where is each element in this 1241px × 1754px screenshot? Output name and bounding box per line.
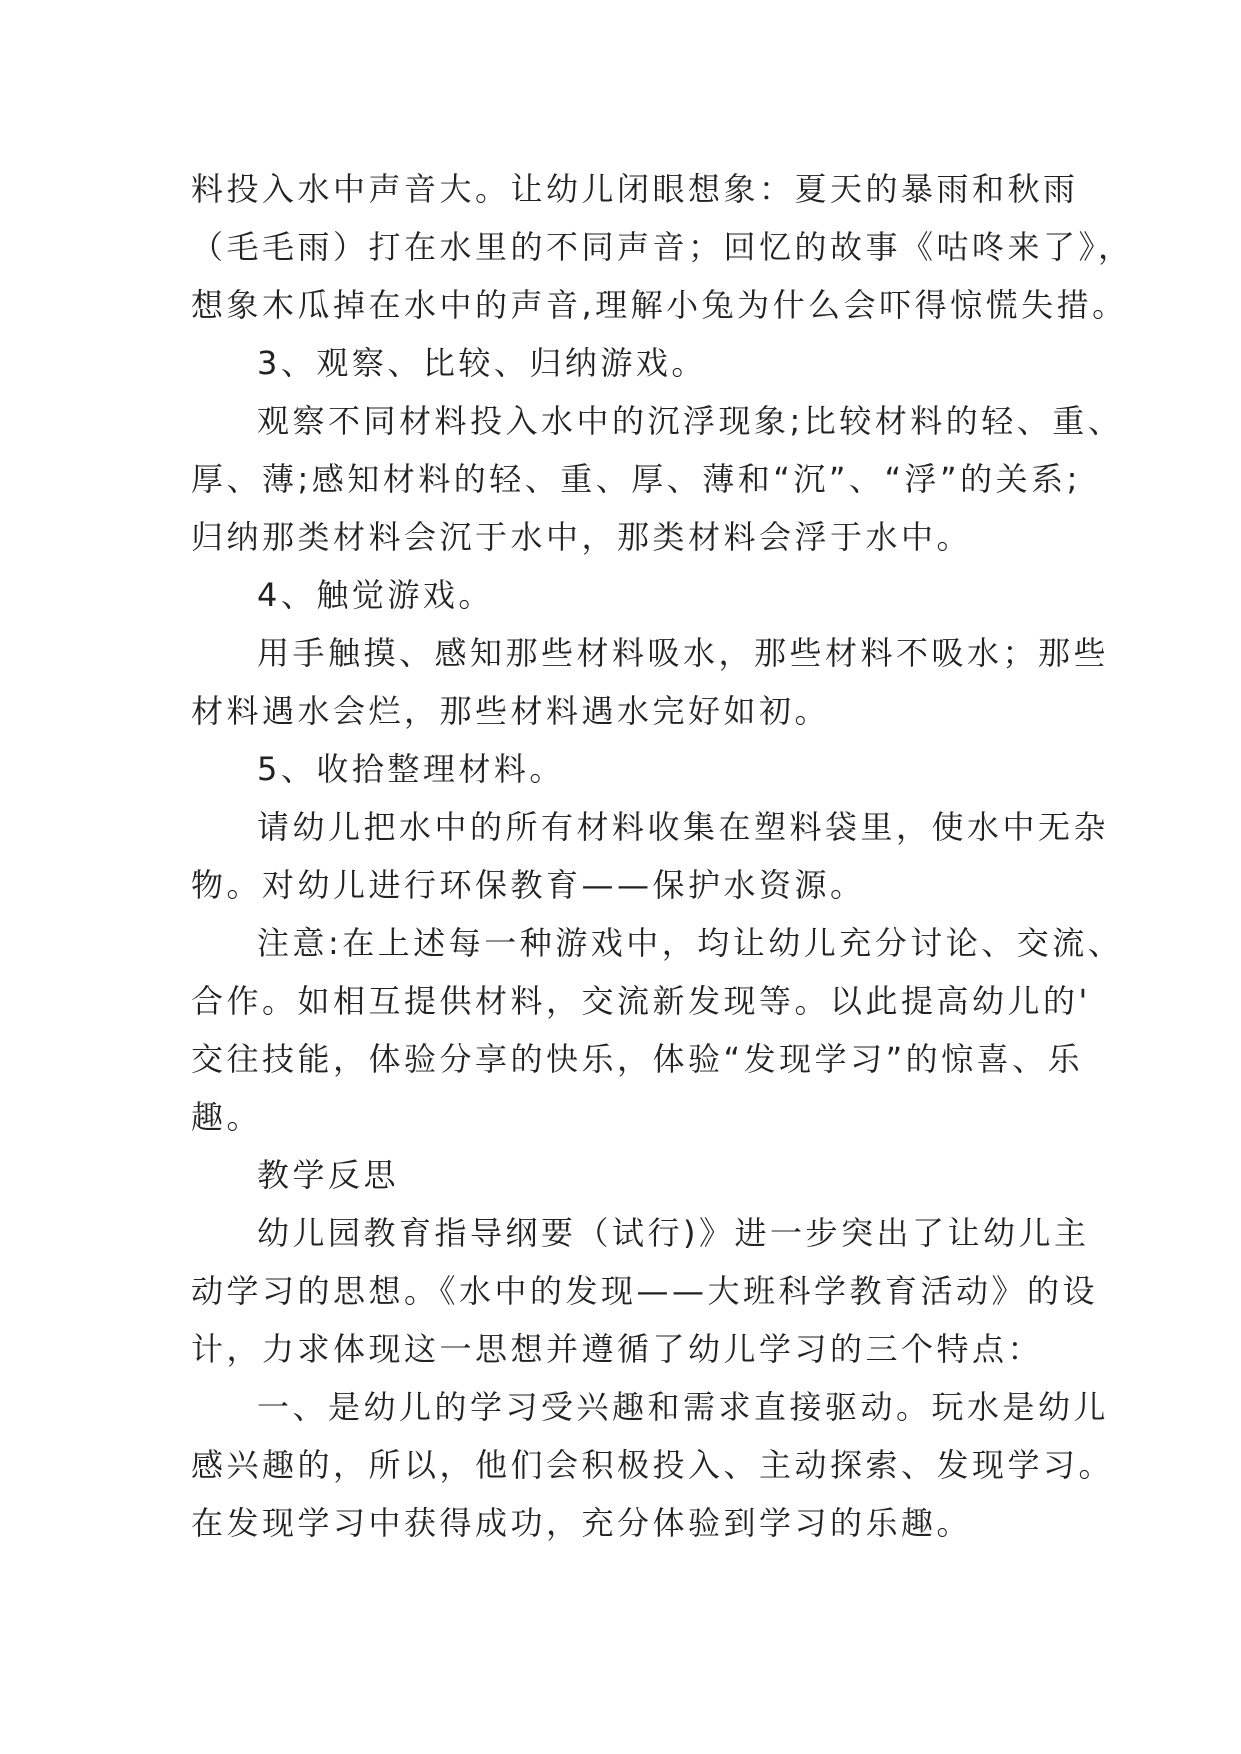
text-line: 一、是幼儿的学习受兴趣和需求直接驱动。玩水是幼儿 bbox=[257, 1388, 1110, 1426]
text-line: 合作。如相互提供材料，交流新发现等。以此提高幼儿的' bbox=[191, 982, 1091, 1020]
text-line: 感兴趣的，所以，他们会积极投入、主动探索、发现学习。 bbox=[191, 1446, 1115, 1484]
text-line: 用手触摸、感知那些材料吸水，那些材料不吸水；那些 bbox=[257, 634, 1110, 672]
section-heading: 教学反思 bbox=[257, 1156, 400, 1194]
text-line: 趣。 bbox=[191, 1098, 263, 1136]
text-line: 幼儿园教育指导纲要（试行)》进一步突出了让幼儿主 bbox=[257, 1214, 1090, 1252]
text-line: 请幼儿把水中的所有材料收集在塑料袋里，使水中无杂 bbox=[257, 808, 1110, 846]
text-line: （毛毛雨）打在水里的不同声音；回忆的故事《咕咚来了》， bbox=[191, 228, 1134, 266]
section-heading: 5、收拾整理材料。 bbox=[257, 750, 565, 788]
text-line: 厚、薄;感知材料的轻、重、厚、薄和“沉”、“浮”的关系; bbox=[191, 460, 1081, 498]
text-line: 动学习的思想。《水中的发现——大班科学教育活动》的设 bbox=[191, 1272, 1099, 1310]
text-line: 交往技能，体验分享的快乐，体验“发现学习”的惊喜、乐 bbox=[191, 1040, 1084, 1078]
section-heading: 4、触觉游戏。 bbox=[257, 576, 494, 614]
text-line: 计，力求体现这一思想并遵循了幼儿学习的三个特点： bbox=[191, 1330, 1044, 1368]
text-line: 观察不同材料投入水中的沉浮现象;比较材料的轻、重、 bbox=[257, 402, 1124, 440]
text-line: 注意:在上述每一种游戏中，均让幼儿充分讨论、交流、 bbox=[257, 924, 1124, 962]
document-body bbox=[191, 160, 1134, 1552]
text-line: 物。对幼儿进行环保教育——保护水资源。 bbox=[191, 866, 866, 904]
section-heading: 3、观察、比较、归纳游戏。 bbox=[257, 344, 707, 382]
text-line: 材料遇水会烂，那些材料遇水完好如初。 bbox=[191, 692, 831, 730]
text-line: 在发现学习中获得成功，充分体验到学习的乐趣。 bbox=[191, 1504, 973, 1542]
text-line: 料投入水中声音大。让幼儿闭眼想象：夏天的暴雨和秋雨 bbox=[191, 170, 1079, 208]
text-line: 归纳那类材料会沉于水中，那类材料会浮于水中。 bbox=[191, 518, 973, 556]
text-line: 想象木瓜掉在水中的声音,理解小兔为什么会吓得惊慌失措。 bbox=[191, 286, 1128, 324]
